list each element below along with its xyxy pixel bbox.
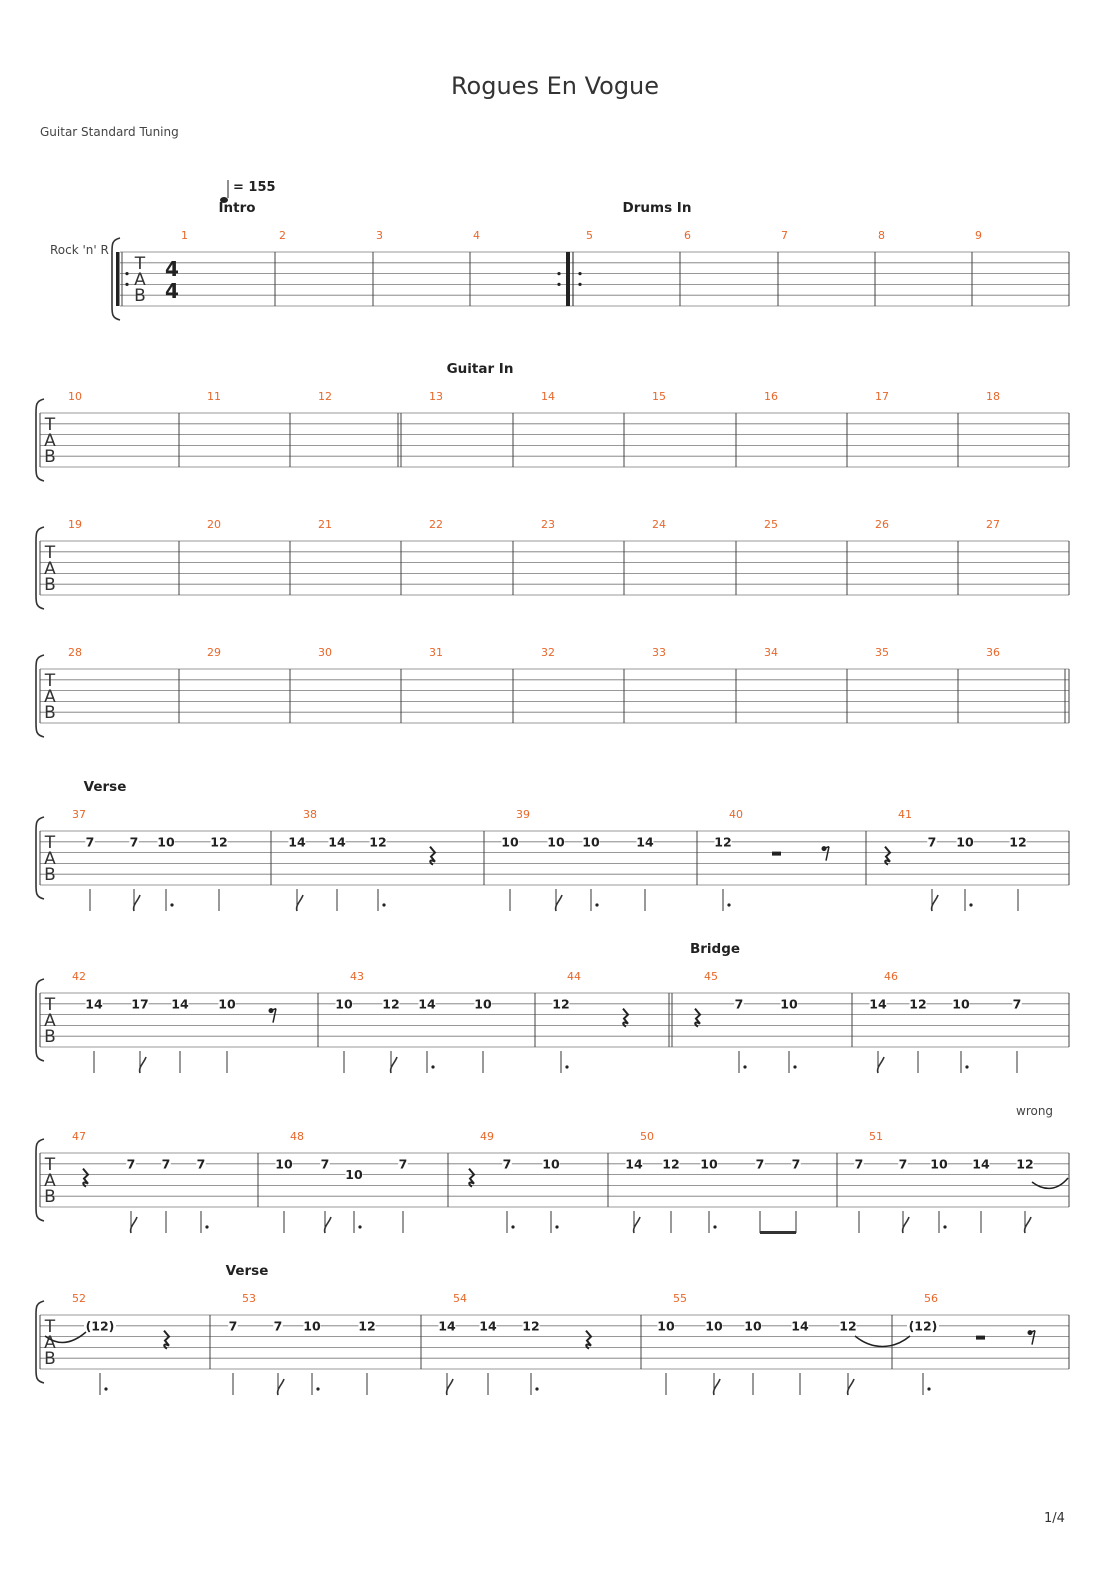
fret-number: (12) [85,1318,115,1334]
eighth-flag [140,1057,146,1073]
bar-number: 31 [429,646,443,659]
bar-number: 46 [884,970,898,983]
fret-number: 10 [744,1318,762,1334]
bar-number: 16 [764,390,778,403]
bar-number: 15 [652,390,666,403]
fret-number: 12 [358,1318,376,1334]
fret-number: 10 [657,1318,675,1334]
fret-number: 7 [196,1156,206,1172]
fret-number: 7 [755,1156,765,1172]
fret-number: 7 [320,1156,330,1172]
duration-dot [595,903,598,906]
repeat-dot [557,272,560,275]
half-rest [772,852,781,856]
bar-number: 42 [72,970,86,983]
tab-clef-letter: A [44,1333,56,1353]
bar-number: 29 [207,646,221,659]
tab-clef-letter: A [44,849,56,869]
bar-number: 23 [541,518,555,531]
fret-number: 7 [129,834,139,850]
fret-number: 12 [909,996,927,1012]
bar-number: 56 [924,1292,938,1305]
song-title: Rogues En Vogue [450,72,660,100]
fret-number: 7 [228,1318,238,1334]
eighth-flag [391,1057,397,1073]
fret-number: 12 [1009,834,1027,850]
bar-number: 27 [986,518,1000,531]
tab-clef-letter: A [44,687,56,707]
repeat-dot [125,283,128,286]
fret-number: 10 [275,1156,293,1172]
bar-number: 30 [318,646,332,659]
bar-number: 24 [652,518,666,531]
bar-number: 19 [68,518,82,531]
bar-number: 32 [541,646,555,659]
quarter-rest [586,1331,591,1349]
tab-clef-letter: A [134,270,146,290]
half-rest [976,1336,985,1340]
tab-clef-letter: T [44,671,56,691]
fret-number: 10 [780,996,798,1012]
bar-number: 22 [429,518,443,531]
bar-number: 10 [68,390,82,403]
tab-clef-letter: A [44,559,56,579]
bar-number: 51 [869,1130,883,1143]
duration-dot [205,1225,208,1228]
fret-number: 10 [956,834,974,850]
fret-number: 10 [930,1156,948,1172]
duration-dot [793,1065,796,1068]
fret-number: 7 [854,1156,864,1172]
repeat-thick-bar [116,252,120,306]
bar-number: 34 [764,646,778,659]
duration-dot [316,1387,319,1390]
fret-number: 14 [479,1318,497,1334]
duration-dot [927,1387,930,1390]
duration-dot [727,903,730,906]
eighth-flag [634,1217,640,1233]
tab-clef-letter: B [44,575,56,595]
tuning-label: Guitar Standard Tuning [40,125,179,139]
fret-number: 14 [636,834,654,850]
tempo-marking: = 155 [233,180,276,195]
fret-number: 12 [552,996,570,1012]
section-label: Bridge [689,941,741,957]
duration-dot [943,1225,946,1228]
bar-number: 28 [68,646,82,659]
bar-number: 3 [376,229,383,242]
quarter-rest [83,1169,88,1187]
bar-number: 49 [480,1130,494,1143]
bar-number: 5 [586,229,593,242]
fret-number: 7 [791,1156,801,1172]
bar-number: 47 [72,1130,86,1143]
eighth-flag [447,1379,453,1395]
duration-dot [713,1225,716,1228]
bar-number: 26 [875,518,889,531]
duration-dot [555,1225,558,1228]
duration-dot [743,1065,746,1068]
time-signature-top: 4 [165,257,179,281]
fret-number: 12 [382,996,400,1012]
fret-number: 10 [157,834,175,850]
bar-number: 13 [429,390,443,403]
repeat-thick-bar [566,252,570,306]
tab-clef-letter: B [44,865,56,885]
tie-arc [855,1336,910,1347]
fret-number: 14 [328,834,346,850]
tie-arc [1032,1178,1068,1188]
repeat-dot [578,283,581,286]
eighth-flag [714,1379,720,1395]
duration-dot [969,903,972,906]
duration-dot [965,1065,968,1068]
fret-number: 7 [734,996,744,1012]
tab-clef-letter: B [44,447,56,467]
bar-number: 50 [640,1130,654,1143]
eighth-flag [131,1217,137,1233]
fret-number: 7 [161,1156,171,1172]
duration-dot [511,1225,514,1228]
fret-number: 10 [952,996,970,1012]
annotation-text: wrong [1016,1104,1054,1118]
fret-number: 12 [210,834,228,850]
page-number: 1/4 [1044,1511,1065,1526]
duration-dot [431,1065,434,1068]
eighth-flag [134,895,140,911]
tab-clef-letter: T [44,833,56,853]
bar-number: 45 [704,970,718,983]
quarter-rest [885,847,890,865]
fret-number: 7 [898,1156,908,1172]
bar-number: 36 [986,646,1000,659]
quarter-rest [164,1331,169,1349]
fret-number: 12 [522,1318,540,1334]
fret-number: 7 [273,1318,283,1334]
repeat-dot [557,283,560,286]
tab-clef-letter: T [44,1155,56,1175]
bar-number: 11 [207,390,221,403]
bar-number: 43 [350,970,364,983]
eighth-flag [297,895,303,911]
bar-number: 2 [279,229,286,242]
bar-number: 40 [729,808,743,821]
eighth-flag [278,1379,284,1395]
tab-clef-letter: B [134,286,146,306]
section-label: Verse [225,1263,269,1279]
bar-number: 17 [875,390,889,403]
bar-number: 18 [986,390,1000,403]
tab-clef-letter: A [44,431,56,451]
fret-number: 10 [705,1318,723,1334]
quarter-rest [430,847,435,865]
bar-number: 14 [541,390,555,403]
tab-clef-letter: B [44,1187,56,1207]
eighth-beam [760,1231,796,1234]
fret-number: 7 [927,834,937,850]
fret-number: 10 [700,1156,718,1172]
fret-number: 10 [345,1167,363,1183]
bar-number: 44 [567,970,581,983]
duration-dot [535,1387,538,1390]
fret-number: 12 [839,1318,857,1334]
tab-clef-letter: T [44,995,56,1015]
section-label: Guitar In [446,361,514,377]
quarter-rest [623,1009,628,1027]
tab-clef-letter: A [44,1171,56,1191]
tab-clef-letter: A [44,1011,56,1031]
time-signature-bottom: 4 [165,279,179,303]
eighth-flag [932,895,938,911]
duration-dot [104,1387,107,1390]
bar-number: 4 [473,229,480,242]
quarter-rest [469,1169,474,1187]
tab-clef-letter: T [134,254,146,274]
bar-number: 38 [303,808,317,821]
repeat-dot [578,272,581,275]
fret-number: 17 [131,996,149,1012]
fret-number: 12 [369,834,387,850]
fret-number: 14 [869,996,887,1012]
fret-number: 10 [547,834,565,850]
fret-number: 14 [171,996,189,1012]
fret-number: 14 [972,1156,990,1172]
fret-number: 10 [501,834,519,850]
bar-number: 25 [764,518,778,531]
bar-number: 48 [290,1130,304,1143]
bar-number: 8 [878,229,885,242]
eighth-flag [325,1217,331,1233]
fret-number: 14 [85,996,103,1012]
quarter-rest [695,1009,700,1027]
bar-number: 20 [207,518,221,531]
fret-number: 14 [438,1318,456,1334]
fret-number: 10 [218,996,236,1012]
bar-number: 52 [72,1292,86,1305]
bar-number: 9 [975,229,982,242]
fret-number: 7 [126,1156,136,1172]
fret-number: 7 [398,1156,408,1172]
duration-dot [382,903,385,906]
bar-number: 33 [652,646,666,659]
bar-number: 39 [516,808,530,821]
track-name: Rock 'n' R [50,243,109,257]
bar-number: 37 [72,808,86,821]
repeat-dot [125,272,128,275]
section-label: Drums In [622,200,692,216]
tab-clef-letter: B [44,1349,56,1369]
fret-number: 7 [1012,996,1022,1012]
fret-number: 12 [1016,1156,1034,1172]
eighth-flag [556,895,562,911]
fret-number: 10 [303,1318,321,1334]
section-label: Verse [83,779,127,795]
fret-number: 7 [85,834,95,850]
eighth-flag [878,1057,884,1073]
fret-number: 10 [542,1156,560,1172]
fret-number: 10 [335,996,353,1012]
bar-number: 21 [318,518,332,531]
bar-number: 7 [781,229,788,242]
tab-clef-letter: B [44,703,56,723]
tab-clef-letter: T [44,415,56,435]
fret-number: 14 [418,996,436,1012]
fret-number: 12 [662,1156,680,1172]
tab-clef-letter: B [44,1027,56,1047]
bar-number: 54 [453,1292,467,1305]
fret-number: 10 [474,996,492,1012]
fret-number: 10 [582,834,600,850]
fret-number: 7 [502,1156,512,1172]
eighth-flag [903,1217,909,1233]
fret-number: 14 [625,1156,643,1172]
fret-number: 14 [288,834,306,850]
duration-dot [565,1065,568,1068]
fret-number: 12 [714,834,732,850]
bar-number: 1 [181,229,188,242]
fret-number: 14 [791,1318,809,1334]
bar-number: 55 [673,1292,687,1305]
bar-number: 12 [318,390,332,403]
eighth-flag [848,1379,854,1395]
bar-number: 53 [242,1292,256,1305]
tab-clef-letter: T [44,543,56,563]
section-label: Intro [218,200,256,216]
tab-clef-letter: T [44,1317,56,1337]
bar-number: 35 [875,646,889,659]
eighth-flag [1025,1217,1031,1233]
bar-number: 6 [684,229,691,242]
fret-number: (12) [908,1318,938,1334]
duration-dot [170,903,173,906]
duration-dot [358,1225,361,1228]
bar-number: 41 [898,808,912,821]
